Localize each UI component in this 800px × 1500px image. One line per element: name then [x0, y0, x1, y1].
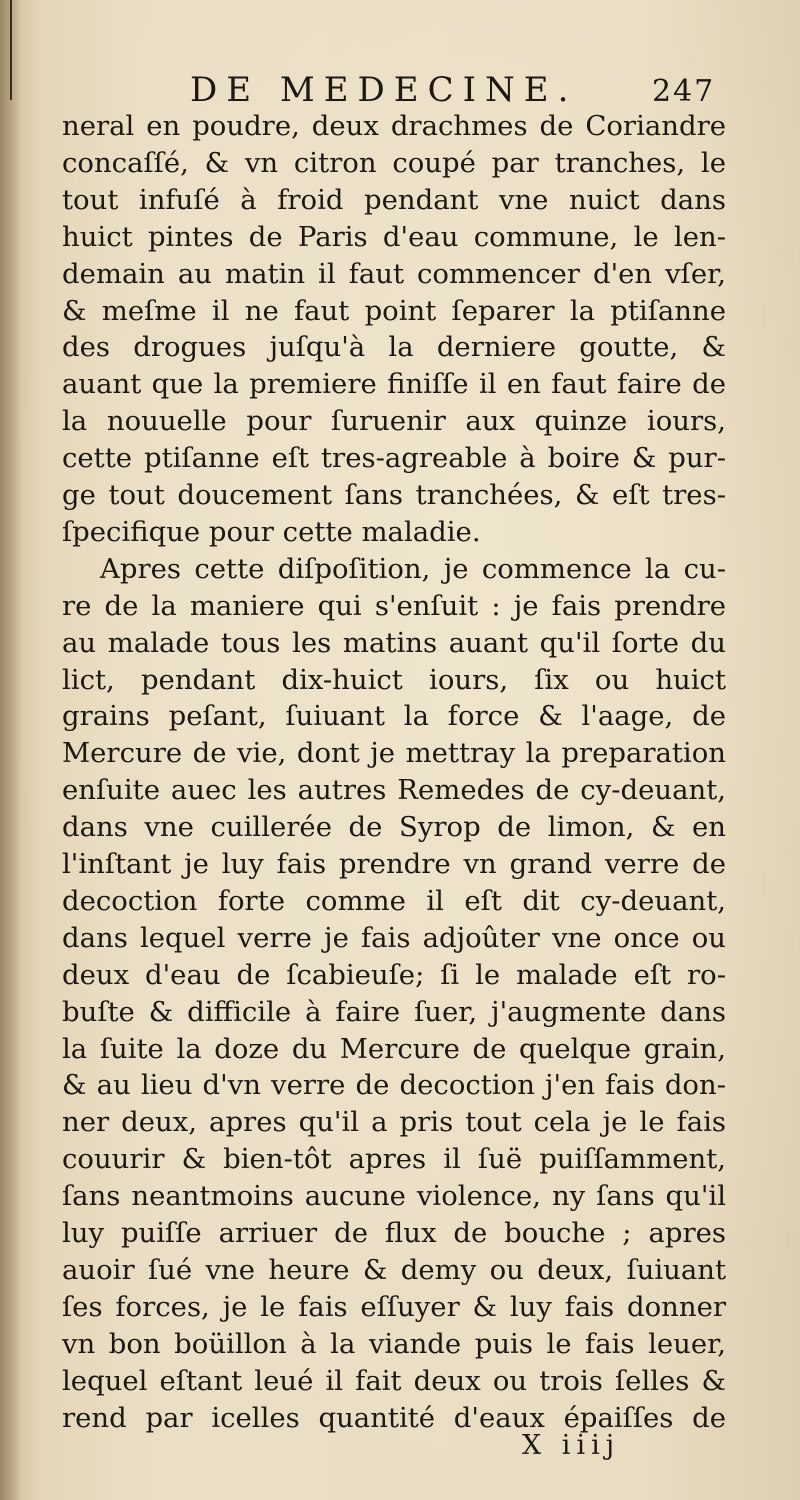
text-line: la nouuelle pour ſuruenir aux quinze iours, [62, 405, 726, 438]
text-line: lict, pendant dix-huict iours, ſix ou huict [62, 663, 726, 696]
text-line: grains peſant, ſuiuant la force & l'aage, de [62, 700, 726, 733]
text-line: des drogues juſqu'à la derniere goutte, & [62, 331, 726, 364]
text-line: Mercure de vie, dont je mettray la preparation [62, 737, 726, 770]
text-line: tout infuſé à froid pendant vne nuict dans [62, 183, 726, 216]
text-line: demain au matin il faut commencer d'en vſer, [62, 257, 726, 290]
text-line: l'inſtant je luy fais prendre vn grand verre de [62, 848, 726, 880]
text-line: & au lieu d'vn verre de decoction j'en fais don- [62, 1069, 726, 1102]
text-line: ge tout doucement ſans tranchées, & eſt tres- [62, 479, 726, 511]
text-line: au malade tous les matins auant qu'il ſorte du [62, 626, 726, 659]
text-line: deux d'eau de ſcabieuſe; ſi le malade eſt ro- [62, 958, 726, 991]
text-line: rend par icelles quantité d'eaux épaiſſes de [62, 1401, 726, 1434]
running-title: DE MEDECINE. [190, 70, 578, 110]
text-line: lequel eſtant leué il fait deux ou trois ſelles & [62, 1364, 726, 1397]
text-line: neral en poudre, deux drachmes de Coriandre [62, 110, 726, 142]
text-line: ſes forces, je le fais eſſuyer & luy fais donner [62, 1290, 726, 1323]
text-line: enſuite auec les autres Remedes de cy-deuant, [62, 774, 726, 807]
text-line: dans lequel verre je fais adjoûter vne once ou [62, 921, 726, 954]
signature-mark: X iiij [522, 1430, 621, 1461]
text-line: ſpecifique pour cette maladie. [62, 515, 481, 548]
text-line: vn bon boüillon à la viande puis le fais leuer, [62, 1327, 726, 1360]
text-line: buſte & difficile à faire ſuer, j'augmente dans [62, 995, 726, 1028]
text-line: auant que la premiere finiſſe il en faut faire de [62, 368, 726, 401]
text-line: dans vne cuillerée de Syrop de limon, & en [62, 811, 726, 844]
text-line: Apres cette diſpoſition, je commence la cu- [100, 552, 726, 585]
text-line: decoction forte comme il eſt dit cy-deuant, [62, 884, 726, 917]
text-line: huict pintes de Paris d'eau commune, le len- [62, 220, 726, 253]
text-line: auoir ſué vne heure & demy ou deux, ſuiuant [62, 1253, 726, 1286]
text-line: concaſſé, & vn citron coupé par tranches, le [62, 146, 726, 179]
text-line: luy puiſſe arriuer de flux de bouche ; apres [62, 1217, 726, 1249]
text-line: cette ptiſanne eſt tres-agreable à boire & pur- [62, 442, 726, 475]
page-number: 247 [652, 74, 716, 109]
text-line: couurir & bien-tôt apres il ſuë puiſſamment, [62, 1143, 726, 1176]
text-line: ner deux, apres qu'il a pris tout cela je le fais [62, 1106, 726, 1139]
text-line: la ſuite la doze du Mercure de quelque grain, [62, 1032, 726, 1065]
text-line: re de la maniere qui s'enſuit : je fais prendre [62, 589, 726, 622]
text-line: ſans neantmoins aucune violence, ny ſans qu'il [62, 1180, 726, 1213]
text-line: & meſme il ne faut point ſeparer la ptiſanne [62, 294, 726, 327]
gutter-shadow [0, 0, 22, 1500]
